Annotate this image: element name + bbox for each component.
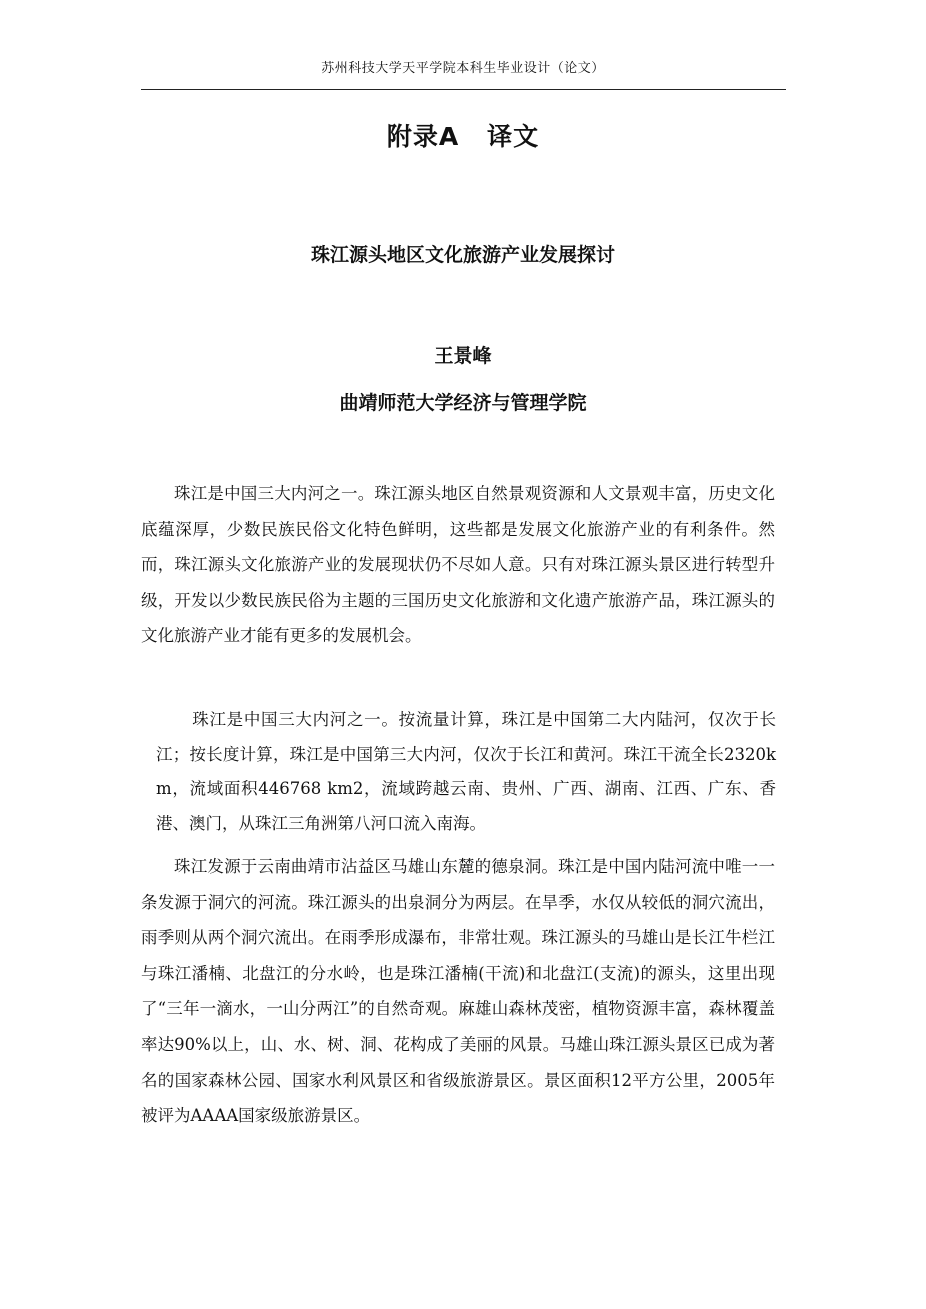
appendix-label: 附录A (386, 122, 460, 151)
header-divider (141, 89, 786, 90)
appendix-title (0, 120, 926, 154)
running-header: 苏州科技大学天平学院本科生毕业设计（论文） (321, 61, 605, 76)
body-paragraph-2: 珠江是中国三大内河之一。按流量计算，珠江是中国第二大内陆河，仅次于长江；按长度计算，珠江是中国第三大内河，仅次于长江和黄河。珠江干流全长2320km，流域面积446768 km2，流域跨越云南、贵州、广西、湖南、江西、广东、香港、澳门，从珠江三角洲第八河口流入南海。 (156, 710, 776, 833)
body-paragraph-1: 珠江是中国三大内河之一。珠江源头地区自然景观资源和人文景观丰富，历史文化底蕴深厚，少数民族民俗文化特色鲜明，这些都是发展文化旅游产业的有利条件。然而，珠江源头文化旅游产业的发展现状仍不尽如人意。只有对珠江源头景区进行转型升级，开发以少数民族民俗为主题的三国历史文化旅游和文化遗产旅游产品，珠江源头的文化旅游产业才能有更多的发展机会。 (141, 484, 775, 646)
appendix-title-text: 译文 (487, 122, 540, 151)
body-paragraph-3: 珠江发源于云南曲靖市沾益区马雄山东麓的德泉洞。珠江是中国内陆河流中唯一一条发源于洞穴的河流。珠江源头的出泉洞分为两层。在旱季，水仅从较低的洞穴流出，雨季则从两个洞穴流出。在雨季形成瀑布，非常壮观。珠江源头的马雄山是长江牛栏江与珠江潘楠、北盘江的分水岭，也是珠江潘楠(干流)和北盘江(支流)的源头，这里出现了“三年一滴水，一山分两江”的自然奇观。麻雄山森林茂密，植物资源丰富，森林覆盖率达90%以上，山、水、树、洞、花构成了美丽的风景。马雄山珠江源头景区已成为著名的国家森林公园、国家水利风景区和省级旅游景区。景区面积12平方公里，2005年被评为AAAA国家级旅游景区。 (141, 857, 775, 1126)
author-name: 王景峰 (434, 345, 492, 367)
author-affiliation: 曲靖师范大学经济与管理学院 (339, 392, 587, 414)
article-title: 珠江源头地区文化旅游产业发展探讨 (310, 244, 615, 266)
